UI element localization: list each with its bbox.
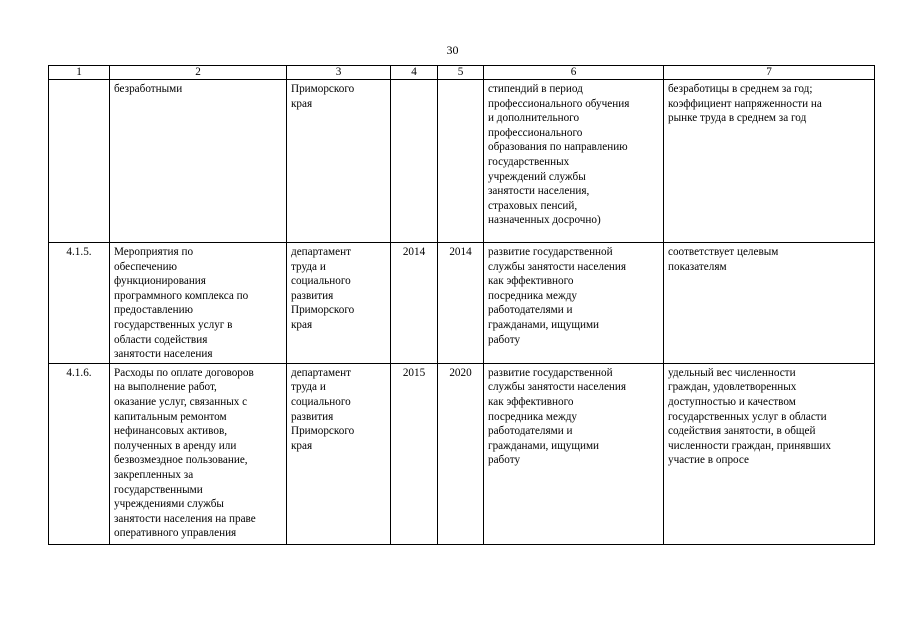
- expected-result: стипендий в период профессионального обучения и дополнительного профессионального образования по направлению государственных учреждений службы занятости населения, страховых пенсий, назначенных досрочно): [484, 80, 664, 243]
- start-year: 2015: [391, 363, 438, 544]
- executor: департамент труда и социального развития Приморского края: [287, 243, 391, 364]
- activity-name: Мероприятия по обеспечению функционирования программного комплекса по предоставлению государственных услуг в области содействия занятости населения: [110, 243, 287, 364]
- activity-name: Расходы по оплате договоров на выполнение работ, оказание услуг, связанных с капитальным ремонтом нефинансовых активов, полученных в аренду или безвозмездное пользование, закрепленных за государственными учреждениями службы занятости населения на праве оперативного управления: [110, 363, 287, 544]
- end-year: 2020: [438, 363, 484, 544]
- header-col-3: 3: [287, 66, 391, 80]
- expected-result: развитие государственной службы занятости населения как эффективного посредника между работодателями и гражданами, ищущими работу: [484, 243, 664, 364]
- header-col-1: 1: [49, 66, 110, 80]
- executor: Приморского края: [287, 80, 391, 243]
- start-year: 2014: [391, 243, 438, 364]
- row-number: 4.1.6.: [49, 363, 110, 544]
- header-col-2: 2: [110, 66, 287, 80]
- table-row: [49, 363, 875, 544]
- header-col-5: 5: [438, 66, 484, 80]
- row-number: 4.1.5.: [49, 243, 110, 364]
- header-col-6: 6: [484, 66, 664, 80]
- row-number: [49, 80, 110, 243]
- expected-result: развитие государственной службы занятости населения как эффективного посредника между работодателями и гражданами, ищущими работу: [484, 363, 664, 544]
- page-number: 30: [446, 43, 459, 57]
- indicator: безработицы в среднем за год; коэффициент напряженности на рынке труда в среднем за год: [664, 80, 875, 243]
- executor: департамент труда и социального развития Приморского края: [287, 363, 391, 544]
- indicator: соответствует целевым показателям: [664, 243, 875, 364]
- header-col-4: 4: [391, 66, 438, 80]
- start-year: [391, 80, 438, 243]
- end-year: [438, 80, 484, 243]
- table-row: [49, 243, 875, 364]
- activity-name: безработными: [110, 80, 287, 243]
- table-header-row: [49, 66, 875, 80]
- table-row: [49, 80, 875, 243]
- end-year: 2014: [438, 243, 484, 364]
- indicator: удельный вес численности граждан, удовлетворенных доступностью и качеством государственных услуг в области содействия занятости, в общей численности граждан, принявших участие в опросе: [664, 363, 875, 544]
- header-col-7: 7: [664, 66, 875, 80]
- program-table: [48, 65, 875, 545]
